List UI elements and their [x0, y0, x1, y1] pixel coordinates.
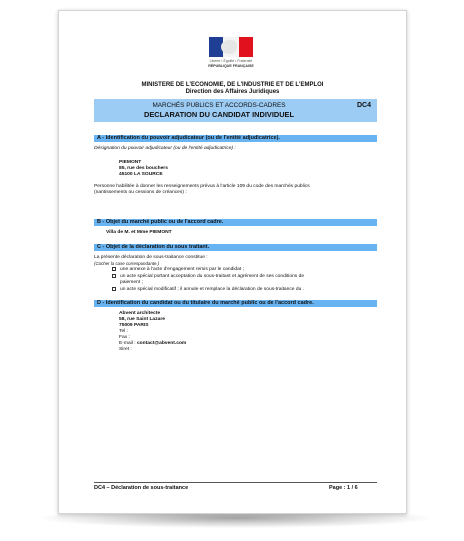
checkbox-note: (Cocher la case correspondante.) [94, 261, 160, 266]
option-checkbox[interactable] [112, 267, 116, 271]
email-value: contact@abvent.com [136, 341, 187, 346]
marianne-profile [221, 40, 237, 54]
footer-rule [94, 482, 377, 483]
marche-object: Villa de M. et Mme PIEMONT [106, 230, 172, 235]
address-line: 45100 LA SOURCE [119, 172, 163, 177]
page-number: Page : 1 / 6 [329, 485, 358, 491]
logo-republic: RÉPUBLIQUE FRANÇAISE [208, 64, 254, 68]
ministry-title: MINISTERE DE L'ECONOMIE, DE L'INDUSTRIE ET DE L'EMPLOI [141, 82, 324, 88]
address-line: PIEMONT [119, 160, 142, 165]
address-line: 85, rue des bouchers [119, 166, 168, 171]
banner-title: DECLARATION DU CANDIDAT INDIVIDUEL [144, 110, 294, 119]
candidate-name: Abvent architecte [119, 311, 161, 316]
section-d-header: D - Identification du candidat ou du titulaire du marché public ou de l'accord cadre. [94, 300, 377, 307]
form-title-banner [94, 99, 377, 122]
document-page [58, 10, 407, 514]
section-c-header: C - Objet de la déclaration du sous traitant. [94, 244, 377, 251]
option-label-continued: paiement ; [120, 280, 143, 285]
option-checkbox[interactable] [112, 274, 116, 278]
option-label: un acte spécial modificatif ; il annule et remplace la déclaration de sous-traitance du . [120, 287, 305, 292]
habilitee-text: Personne habilitée à donner les renseignements prévus à l'article 109 du code des marchés publics [94, 184, 310, 189]
candidate-street: 58, rue Saint Lazare [119, 317, 165, 322]
direction-title: Direction des Affaires Juridiques [185, 89, 280, 95]
tel-label: Tel : [119, 329, 128, 334]
marianne-logo [209, 37, 253, 57]
section-a-header: A - Identification du pouvoir adjudicateur (ou de l'entité adjudicatrice). [94, 135, 377, 142]
footer-title: DC4 – Déclaration de sous-traitance [94, 485, 189, 491]
fax-label: Fax : [119, 335, 130, 340]
section-b-header: B - Objet du marché public ou de l'accord cadre. [94, 219, 377, 226]
candidate-city: 75009 PARIS [119, 323, 149, 328]
declaration-intro: La présente déclaration de sous-traitance constitue : [94, 255, 208, 260]
email-label: E-mail : [119, 341, 136, 346]
siret-label: Siret : [119, 347, 132, 352]
option-label: une annexe à l'acte d'engagement remis par le candidat ; [120, 267, 244, 272]
form-code: DC4 [356, 102, 371, 109]
habilitee-text: (nantissements ou cessions de créances) : [94, 190, 187, 195]
banner-subtitle: MARCHÉS PUBLICS ET ACCORDS-CADRES [152, 102, 286, 109]
email-row [119, 341, 186, 346]
logo-motto: Liberté • Égalité • Fraternité [209, 59, 253, 63]
designation-label: Désignation du pouvoir adjudicateur (ou de l'entité adjudicatrice) : [94, 146, 236, 151]
option-label: un acte spécial portant acceptation du sous-traitant et agrément de ses conditions de [120, 274, 305, 279]
option-checkbox[interactable] [112, 287, 116, 291]
logo-red-band [239, 37, 253, 57]
